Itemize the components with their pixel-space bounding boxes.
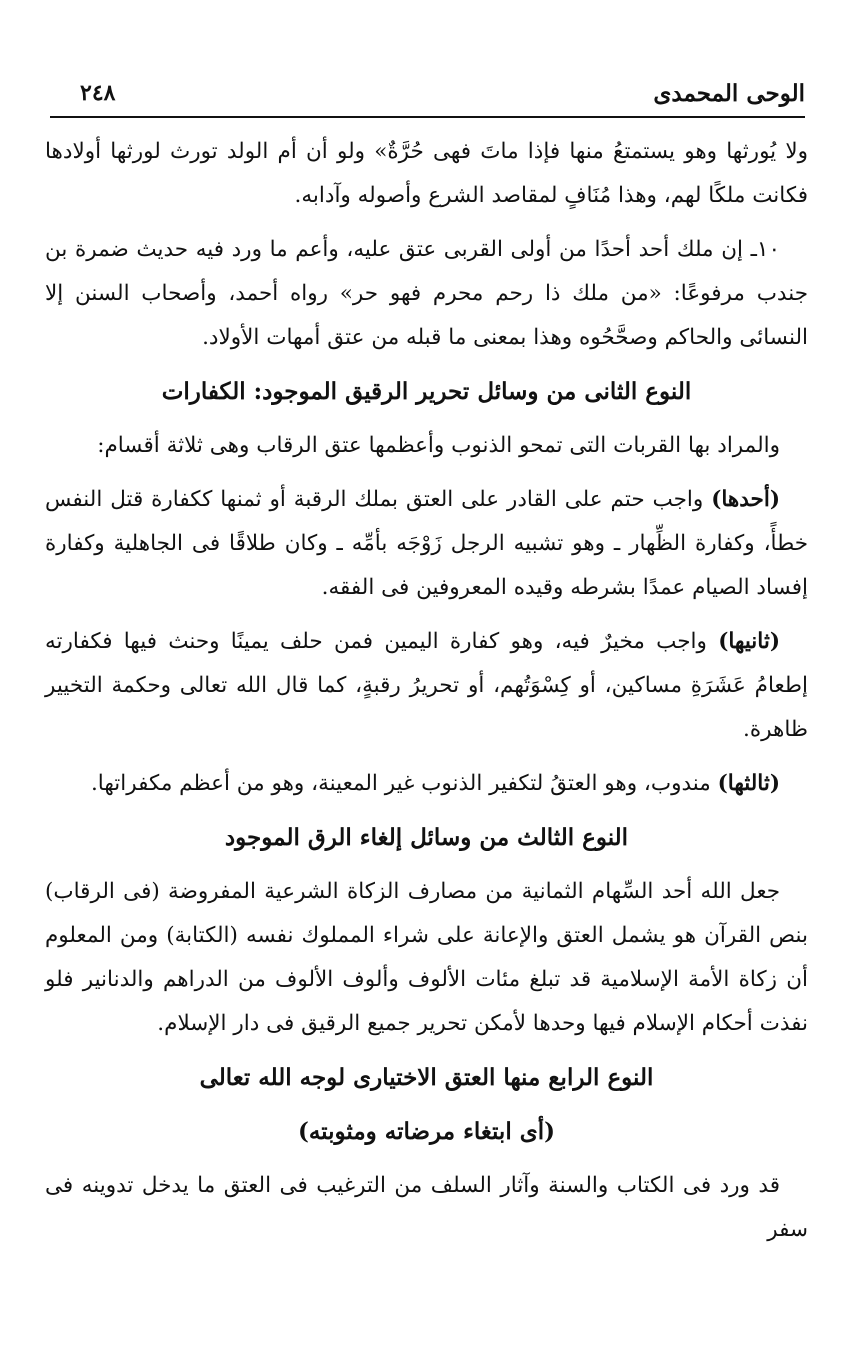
running-title: الوحى المحمدى (653, 79, 805, 107)
paragraph-3: والمراد بها القربات التى تمحو الذنوب وأعظمها عتق الرقاب وهى ثلاثة أقسام: (97, 433, 780, 458)
paragraph-5 (45, 620, 808, 752)
paragraph-4-text: واجب حتم على القادر على العتق بملك الرقبة أو ثمنها ككفارة قتل النفس خطأً، وكفارة الظِّهار ـ وهو تشبيه الرجل زَوْجَه بأمِّه ـ وكان طلاقًا فى الجاهلية وكفارة إفساد الصيام عمدًا بشرطه وقيده المعروفين فى الفقه. (45, 487, 808, 600)
paragraph-8: قد ورد فى الكتاب والسنة وآثار السلف من الترغيب فى العتق ما يدخل تدوينه فى سفر (45, 1173, 808, 1242)
paragraph-7: جعل الله أحد السِّهام الثمانية من مصارف الزكاة الشرعية المفروضة (فى الرقاب) بنص القرآن هو يشمل العتق والإعانة على شراء المملوك نفسه (الكتابة) ومن المعلوم أن زكاة الأمة الإسلامية قد تبلغ مئات الألوف وألوف الألوف من الدراهم والدنانير فلو نفذت أحكام الإسلام فيها وحدها لأمكن تحرير جميع الرقيق فى دار الإسلام. (45, 879, 808, 1036)
page-body (45, 130, 808, 1262)
paragraph-6 (45, 762, 808, 806)
paragraph-4 (45, 478, 808, 610)
page-number: ٢٤٨ (80, 80, 116, 106)
section-heading-2: النوع الثانى من وسائل تحرير الرقيق الموجود: الكفارات (161, 378, 692, 405)
section-heading-4-subtitle: (أى ابتغاء مرضاته ومثوبته) (297, 1118, 556, 1145)
paragraph-2: ١٠ـ إن ملك أحد أحدًا من أولى القربى عتق عليه، وأعم ما ورد فيه حديث ضمرة بن جندب مرفوعًا: «من ملك ذا رحم محرم فهو حر» رواه أحمد، وأصحاب السنن إلا النسائى والحاكم وصحَّحُوه وهذا بمعنى ما قبله من عتق أمهات الأولاد. (45, 237, 808, 350)
section-heading-3: النوع الثالث من وسائل إلغاء الرق الموجود (224, 824, 629, 851)
paragraph-5-lead: (ثانيها) (718, 629, 780, 654)
paragraph-1: ولا يُورثها وهو يستمتعُ منها فإذا ماتَ فهى حُرَّةٌ» ولو أن أم الولد تورث لورثها أولادها فكانت ملكًا لهم، وهذا مُنَافٍ لمقاصد الشرع وأصوله وآدابه. (45, 139, 808, 208)
paragraph-4-lead: (أحدها) (711, 487, 780, 512)
paragraph-6-text: مندوب، وهو العتقُ لتكفير الذنوب غير المعينة، وهو من أعظم مكفراتها. (90, 771, 718, 796)
page-header (50, 70, 805, 118)
section-heading-4: النوع الرابع منها العتق الاختيارى لوجه الله تعالى (199, 1064, 654, 1091)
paragraph-5-text: واجب مخيرٌ فيه، وهو كفارة اليمين فمن حلف يمينًا وحنث فيها فكفارته إطعامُ عَشَرَةِ مساكين، أو كِسْوَتُهم، أو تحريرُ رقبةٍ، كما قال الله تعالى وحكمة التخيير ظاهرة. (45, 629, 808, 742)
paragraph-6-lead: (ثالثها) (717, 771, 780, 796)
